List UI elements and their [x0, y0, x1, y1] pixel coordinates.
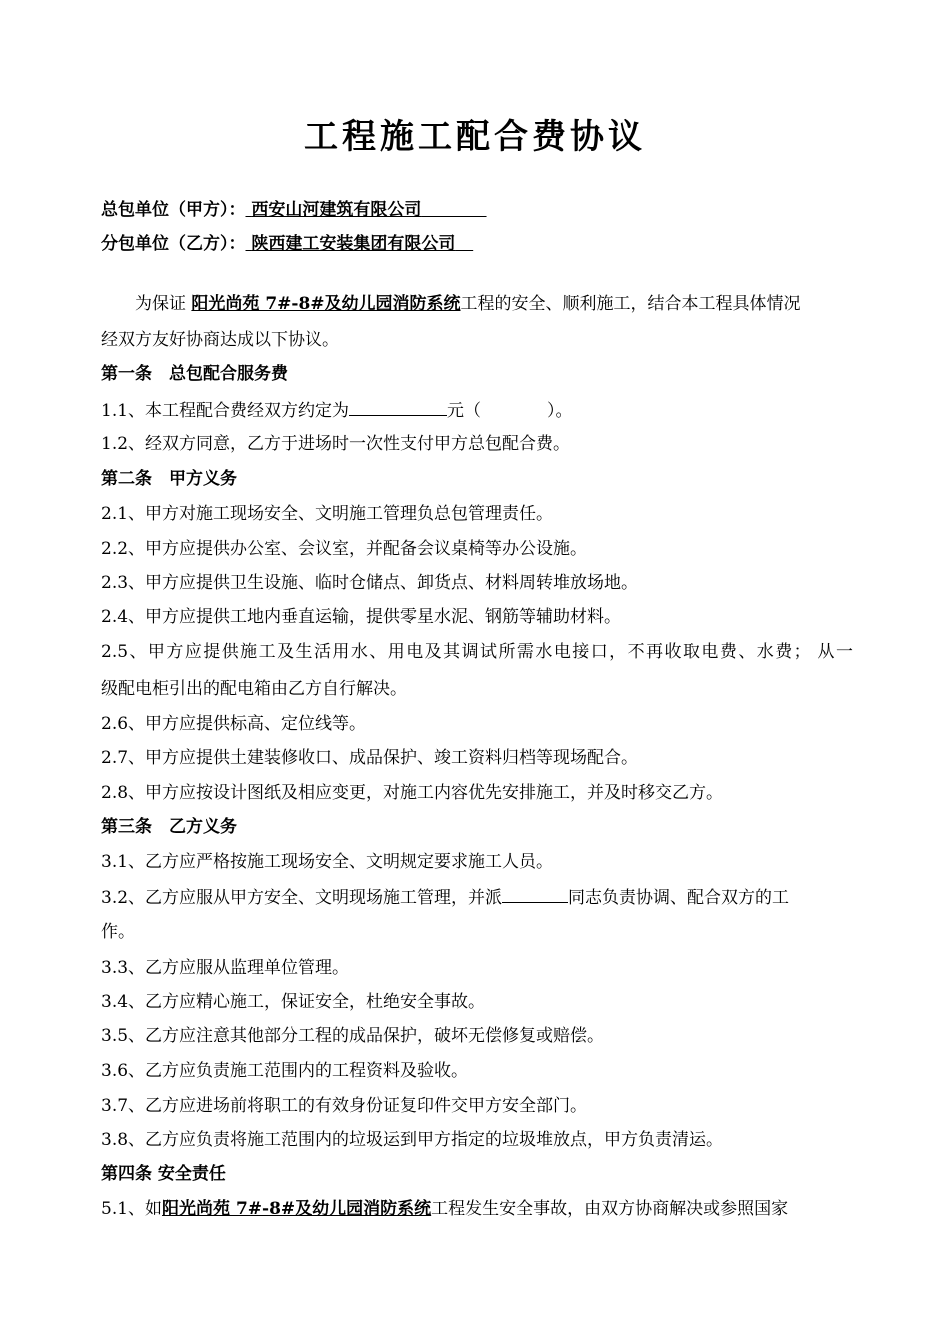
party-b-line	[101, 232, 853, 256]
clause-3-1: 3.1、乙方应严格按施工现场安全、文明规定要求施工人员。	[101, 852, 554, 872]
clause-2-4: 2.4、甲方应提供工地内垂直运输，提供零星水泥、钢筋等辅助材料。	[101, 607, 622, 627]
clause-1-1: 1.1、本工程配合费经双方约定为 元（ ）。	[101, 397, 853, 423]
clause-3-3: 3.3、乙方应服从监理单位管理。	[101, 958, 350, 978]
clause-2-8: 2.8、甲方应按设计图纸及相应变更，对施工内容优先安排施工，并及时移交乙方。	[101, 783, 724, 803]
clause-2-6: 2.6、甲方应提供标高、定位线等。	[101, 714, 367, 734]
clause-4-1-line-1: 5.1、如阳光尚苑 7#-8#及幼儿园消防系统工程发生安全事故，由双方协商解决或参照国家	[101, 1199, 789, 1219]
clause-3-2-line-2: 作。	[101, 922, 135, 942]
clause-3-6: 3.6、乙方应负责施工范围内的工程资料及验收。	[101, 1061, 469, 1081]
contact-person-blank[interactable]	[502, 884, 568, 903]
clause-3-2-line-1: 3.2、乙方应服从甲方安全、文明现场施工管理，并派 同志负责协调、配合双方的工	[101, 884, 853, 910]
clause-1-2: 1.2、经双方同意，乙方于进场时一次性支付甲方总包配合费。	[101, 434, 571, 454]
clause-2-1: 2.1、甲方对施工现场安全、文明施工管理负总包管理责任。	[101, 504, 554, 524]
article-4-heading: 第四条 安全责任	[101, 1164, 226, 1184]
document-title: 工程施工配合费协议	[304, 117, 646, 157]
party-a-line	[101, 198, 853, 222]
article-3-heading: 第三条 乙方义务	[101, 817, 237, 837]
intro-line-1	[101, 292, 853, 316]
intro-line-2: 经双方友好协商达成以下协议。	[101, 330, 339, 350]
clause-2-7: 2.7、甲方应提供土建装修收口、成品保护、竣工资料归档等现场配合。	[101, 748, 639, 768]
intro-project: 阳光尚苑 7#-8#及幼儿园消防系统	[191, 294, 461, 314]
party-a-label: 总包单位（甲方）：	[101, 200, 246, 220]
party-b-label: 分包单位（乙方）：	[101, 234, 246, 254]
clause-3-7: 3.7、乙方应进场前将职工的有效身份证复印件交甲方安全部门。	[101, 1096, 588, 1116]
party-a-name: 西安山河建筑有限公司	[251, 200, 422, 220]
clause-2-5-line-2: 级配电柜引出的配电箱由乙方自行解决。	[101, 679, 407, 699]
party-b-name: 陕西建工安装集团有限公司	[251, 234, 456, 254]
clause-2-5-line-1: 2.5、甲方应提供施工及生活用水、用电及其调试所需水电接口，不再收取电费、水费； 从一	[101, 642, 853, 662]
clause-2-2: 2.2、甲方应提供办公室、会议室，并配备会议桌椅等办公设施。	[101, 539, 588, 559]
article-2-heading: 第二条 甲方义务	[101, 469, 237, 489]
intro-suffix: 工程的安全、顺利施工，结合本工程具体情况	[460, 294, 801, 314]
clause-3-8: 3.8、乙方应负责将施工范围内的垃圾运到甲方指定的垃圾堆放点，甲方负责清运。	[101, 1130, 724, 1150]
clause-3-4: 3.4、乙方应精心施工，保证安全，杜绝安全事故。	[101, 992, 486, 1012]
clause-3-5: 3.5、乙方应注意其他部分工程的成品保护，破坏无偿修复或赔偿。	[101, 1026, 605, 1046]
intro-prefix: 为保证	[135, 294, 186, 314]
clause-2-3: 2.3、甲方应提供卫生设施、临时仓储点、卸货点、材料周转堆放场地。	[101, 573, 639, 593]
amount-blank[interactable]	[349, 397, 447, 416]
clause-4-1-project: 阳光尚苑 7#-8#及幼儿园消防系统	[162, 1199, 432, 1219]
article-1-heading: 第一条 总包配合服务费	[101, 364, 288, 384]
